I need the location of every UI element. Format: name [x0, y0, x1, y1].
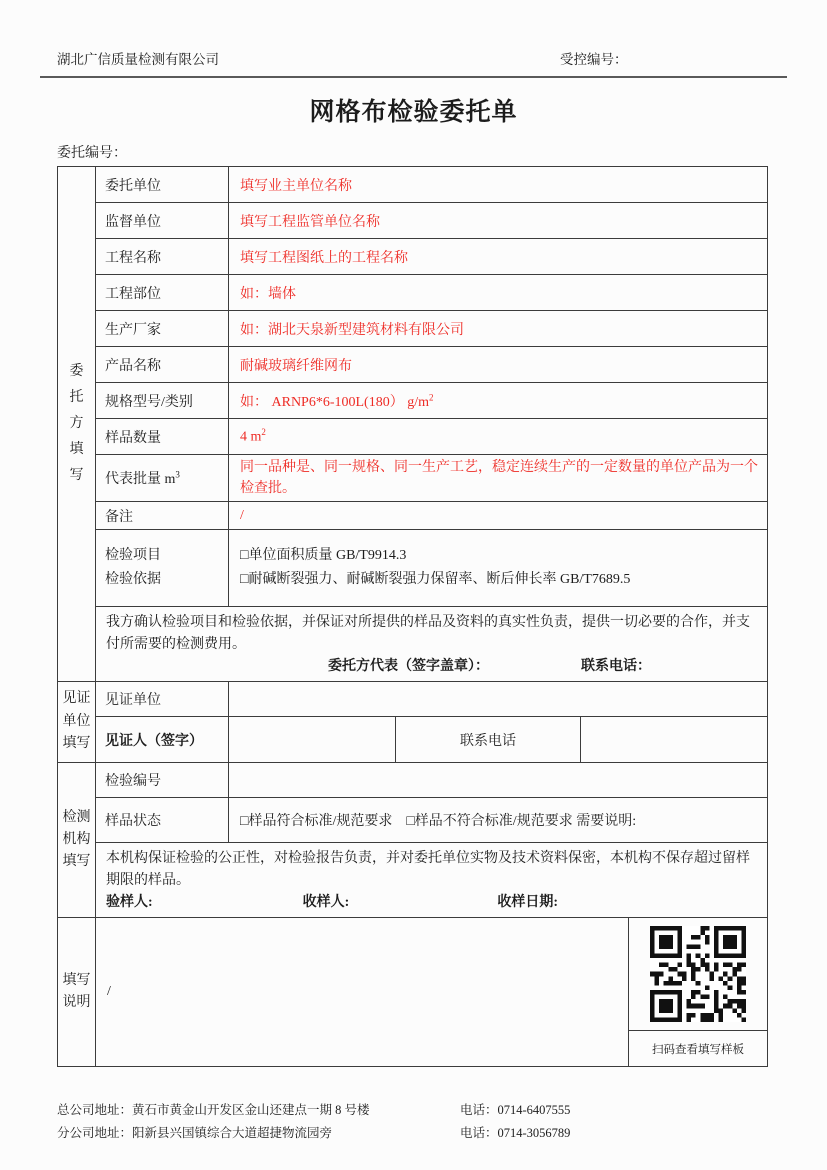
agency-statement: 本机构保证检验的公正性，对检验报告负责，并对委托单位实物及技术资料保密，本机构不保存超过留样期限的样品。 [106, 851, 750, 888]
receive-date-label: 收样日期: [497, 895, 559, 911]
client-statement: 我方确认检验项目和检验依据，并保证对所提供的样品及资料的真实性负责，提供一切必要的合作，并支付所需要的检测费用。 [106, 615, 750, 652]
field-label: 委托单位 [96, 167, 229, 203]
field-label: 代表批量 $m^3$ [96, 455, 229, 502]
section-label-agency: 检测机构填写 [58, 763, 96, 918]
notes-content: / [96, 918, 629, 1067]
witness-phone-value [581, 717, 768, 763]
controlled-number-label: 受控编号： [560, 52, 628, 67]
head-office-phone: 电话：0714-6407555 [460, 1103, 571, 1118]
table-row [58, 455, 768, 502]
witness-phone-label: 联系电话 [396, 717, 581, 763]
field-value: 如：墙体 [229, 275, 768, 311]
table-row [58, 717, 768, 763]
client-statement-cell [96, 607, 768, 682]
table-row [58, 502, 768, 530]
inspection-items-label: 检验项目 检验依据 [96, 530, 229, 607]
sample-checker-label: 验样人: [106, 895, 153, 911]
page-header [40, 48, 787, 78]
field-label: 监督单位 [96, 203, 229, 239]
client-representative-label: 委托方代表（签字盖章）： [328, 659, 489, 675]
inspection-items-value [229, 530, 768, 607]
field-value: 如：湖北天泉新型建筑材料有限公司 [229, 311, 768, 347]
table-row [58, 607, 768, 682]
inspection-number-value [229, 763, 768, 798]
field-value: 填写工程监管单位名称 [229, 203, 768, 239]
agency-statement-cell [96, 843, 768, 918]
witness-signer-label: 见证人（签字） [96, 717, 229, 763]
section-label-witness: 见证单位填写 [58, 682, 96, 763]
table-row [58, 347, 768, 383]
field-value: 4 $m^2$ [229, 419, 768, 455]
page-title: 网格布检验委托单 [309, 99, 518, 126]
field-label: 规格型号/类别 [96, 383, 229, 419]
witness-signer-value [229, 717, 396, 763]
field-value: 填写工程图纸上的工程名称 [229, 239, 768, 275]
table-row [58, 239, 768, 275]
table-row [58, 682, 768, 717]
table-row [58, 203, 768, 239]
head-office-address: 总公司地址：黄石市黄金山开发区金山还建点一期 8 号楼 [57, 1103, 370, 1118]
table-row [58, 383, 768, 419]
witness-unit-label: 见证单位 [96, 682, 229, 717]
commission-form-table [57, 166, 768, 1067]
field-label: 产品名称 [96, 347, 229, 383]
field-label: 备注 [96, 502, 229, 530]
field-label: 样品数量 [96, 419, 229, 455]
table-row [58, 798, 768, 843]
table-row [58, 918, 768, 1067]
company-name: 湖北广信质量检测有限公司 [57, 52, 219, 67]
table-row [58, 843, 768, 918]
sample-status-label: 样品状态 [96, 798, 229, 843]
table-row [58, 311, 768, 347]
section-label-notes: 填写说明 [58, 918, 96, 1067]
commission-number-label: 委托编号： [57, 146, 127, 161]
table-row [58, 419, 768, 455]
field-value: 填写业主单位名称 [229, 167, 768, 203]
qr-caption: 扫码查看填写样板 [629, 1030, 767, 1066]
client-phone-label: 联系电话： [581, 659, 651, 675]
field-label: 生产厂家 [96, 311, 229, 347]
sample-status-checkboxes: □样品符合标准/规范要求 □样品不符合标准/规范要求 需要说明: [229, 798, 768, 843]
table-row [58, 167, 768, 203]
field-value: / [229, 502, 768, 530]
table-row [58, 763, 768, 798]
inspection-number-label: 检验编号 [96, 763, 229, 798]
section-label-client: 委托方填写 [58, 167, 96, 682]
checkbox-item-mass: □单位面积质量 GB/T9914.3 [240, 547, 407, 563]
field-value: 耐碱玻璃纤维网布 [229, 347, 768, 383]
branch-office-address: 分公司地址：阳新县兴国镇综合大道超捷物流园旁 [57, 1125, 333, 1140]
qr-cell [629, 918, 768, 1067]
branch-office-phone: 电话：0714-3056789 [460, 1125, 571, 1140]
witness-unit-value [229, 682, 768, 717]
qr-code [650, 926, 746, 1022]
checkbox-item-strength: □耐碱断裂强力、耐碱断裂强力保留率、断后伸长率 GB/T7689.5 [240, 572, 631, 587]
table-row [58, 530, 768, 607]
field-label: 工程部位 [96, 275, 229, 311]
field-value: 同一品种是、同一规格、同一生产工艺，稳定连续生产的一定数量的单位产品为一个检查批。 [229, 455, 768, 502]
sample-receiver-label: 收样人: [302, 895, 350, 911]
page-footer [57, 1099, 787, 1144]
field-label: 工程名称 [96, 239, 229, 275]
table-row [58, 275, 768, 311]
field-value: 如： ARNP6*6-100L(180） $g/m^2$ [229, 383, 768, 419]
